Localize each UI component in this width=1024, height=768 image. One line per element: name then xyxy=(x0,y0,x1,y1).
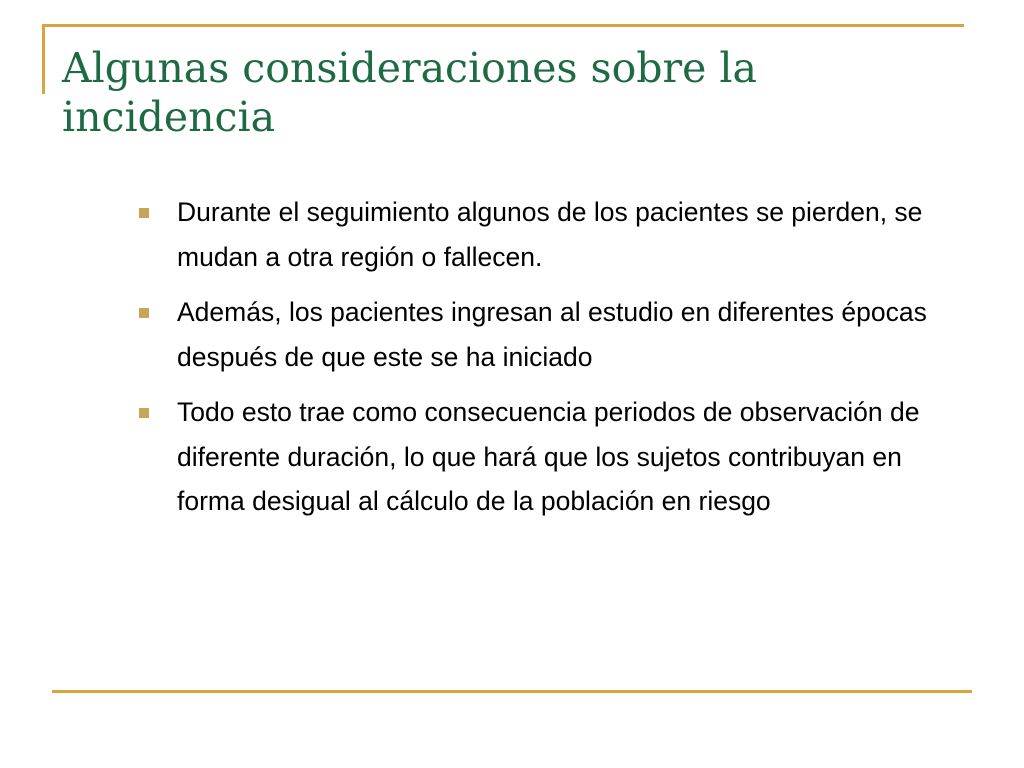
bullet-item xyxy=(135,290,965,379)
bullet-item xyxy=(135,390,965,524)
square-bullet-icon xyxy=(139,408,149,418)
bullet-text: Todo esto trae como consecuencia periodos de observación de diferente duración, lo que hará que los sujetos contribuyan en forma desigual al cálculo de la población en riesgo xyxy=(177,397,920,516)
square-bullet-icon xyxy=(139,208,149,218)
bullet-text: Durante el seguimiento algunos de los pacientes se pierden, se mudan a otra región o fallecen. xyxy=(177,197,923,272)
top-accent-line xyxy=(42,24,964,27)
slide-title: Algunas consideraciones sobre la incidencia xyxy=(62,44,757,141)
bottom-accent-line xyxy=(52,690,972,693)
bullet-text: Además, los pacientes ingresan al estudio en diferentes épocas después de que este se ha iniciado xyxy=(177,297,927,372)
bullet-item xyxy=(135,190,965,279)
left-accent-line xyxy=(42,24,45,94)
square-bullet-icon xyxy=(139,308,149,318)
bullet-list xyxy=(135,190,965,535)
